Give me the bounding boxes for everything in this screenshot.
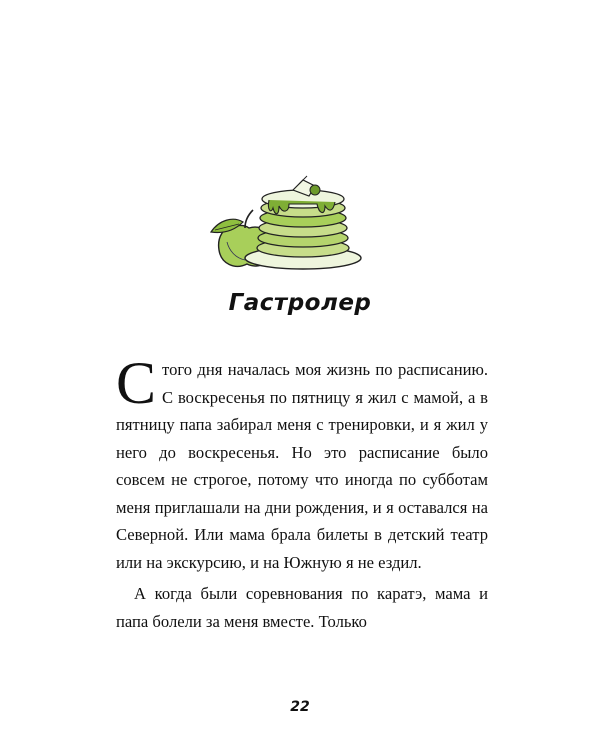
drop-cap: С <box>116 350 157 416</box>
paragraph-2 <box>116 580 488 635</box>
chapter-title: Гастролер <box>228 290 372 316</box>
paragraph-1 <box>116 350 488 576</box>
body-text <box>116 350 488 635</box>
pancakes-and-apple-icon <box>205 168 370 276</box>
page-number: 22 <box>290 699 310 715</box>
paragraph-1-text: того дня началась моя жизнь по расписанию. С воскресенья по пятницу я жил с мамой, а в пятницу папа забирал меня с тренировки, и я жил у него до воскресенья. Но это расписание было совсем не строгое, потому что иногда по субботам меня приглашали на дни рождения, и я оставался на Северной. Или мама брала билеты в детский театр или на экскурсию, и на Южную я не ездил. <box>116 360 488 572</box>
paragraph-2-text: А когда были соревнования по каратэ, мама и папа болели за меня вместе. Только <box>116 584 488 631</box>
